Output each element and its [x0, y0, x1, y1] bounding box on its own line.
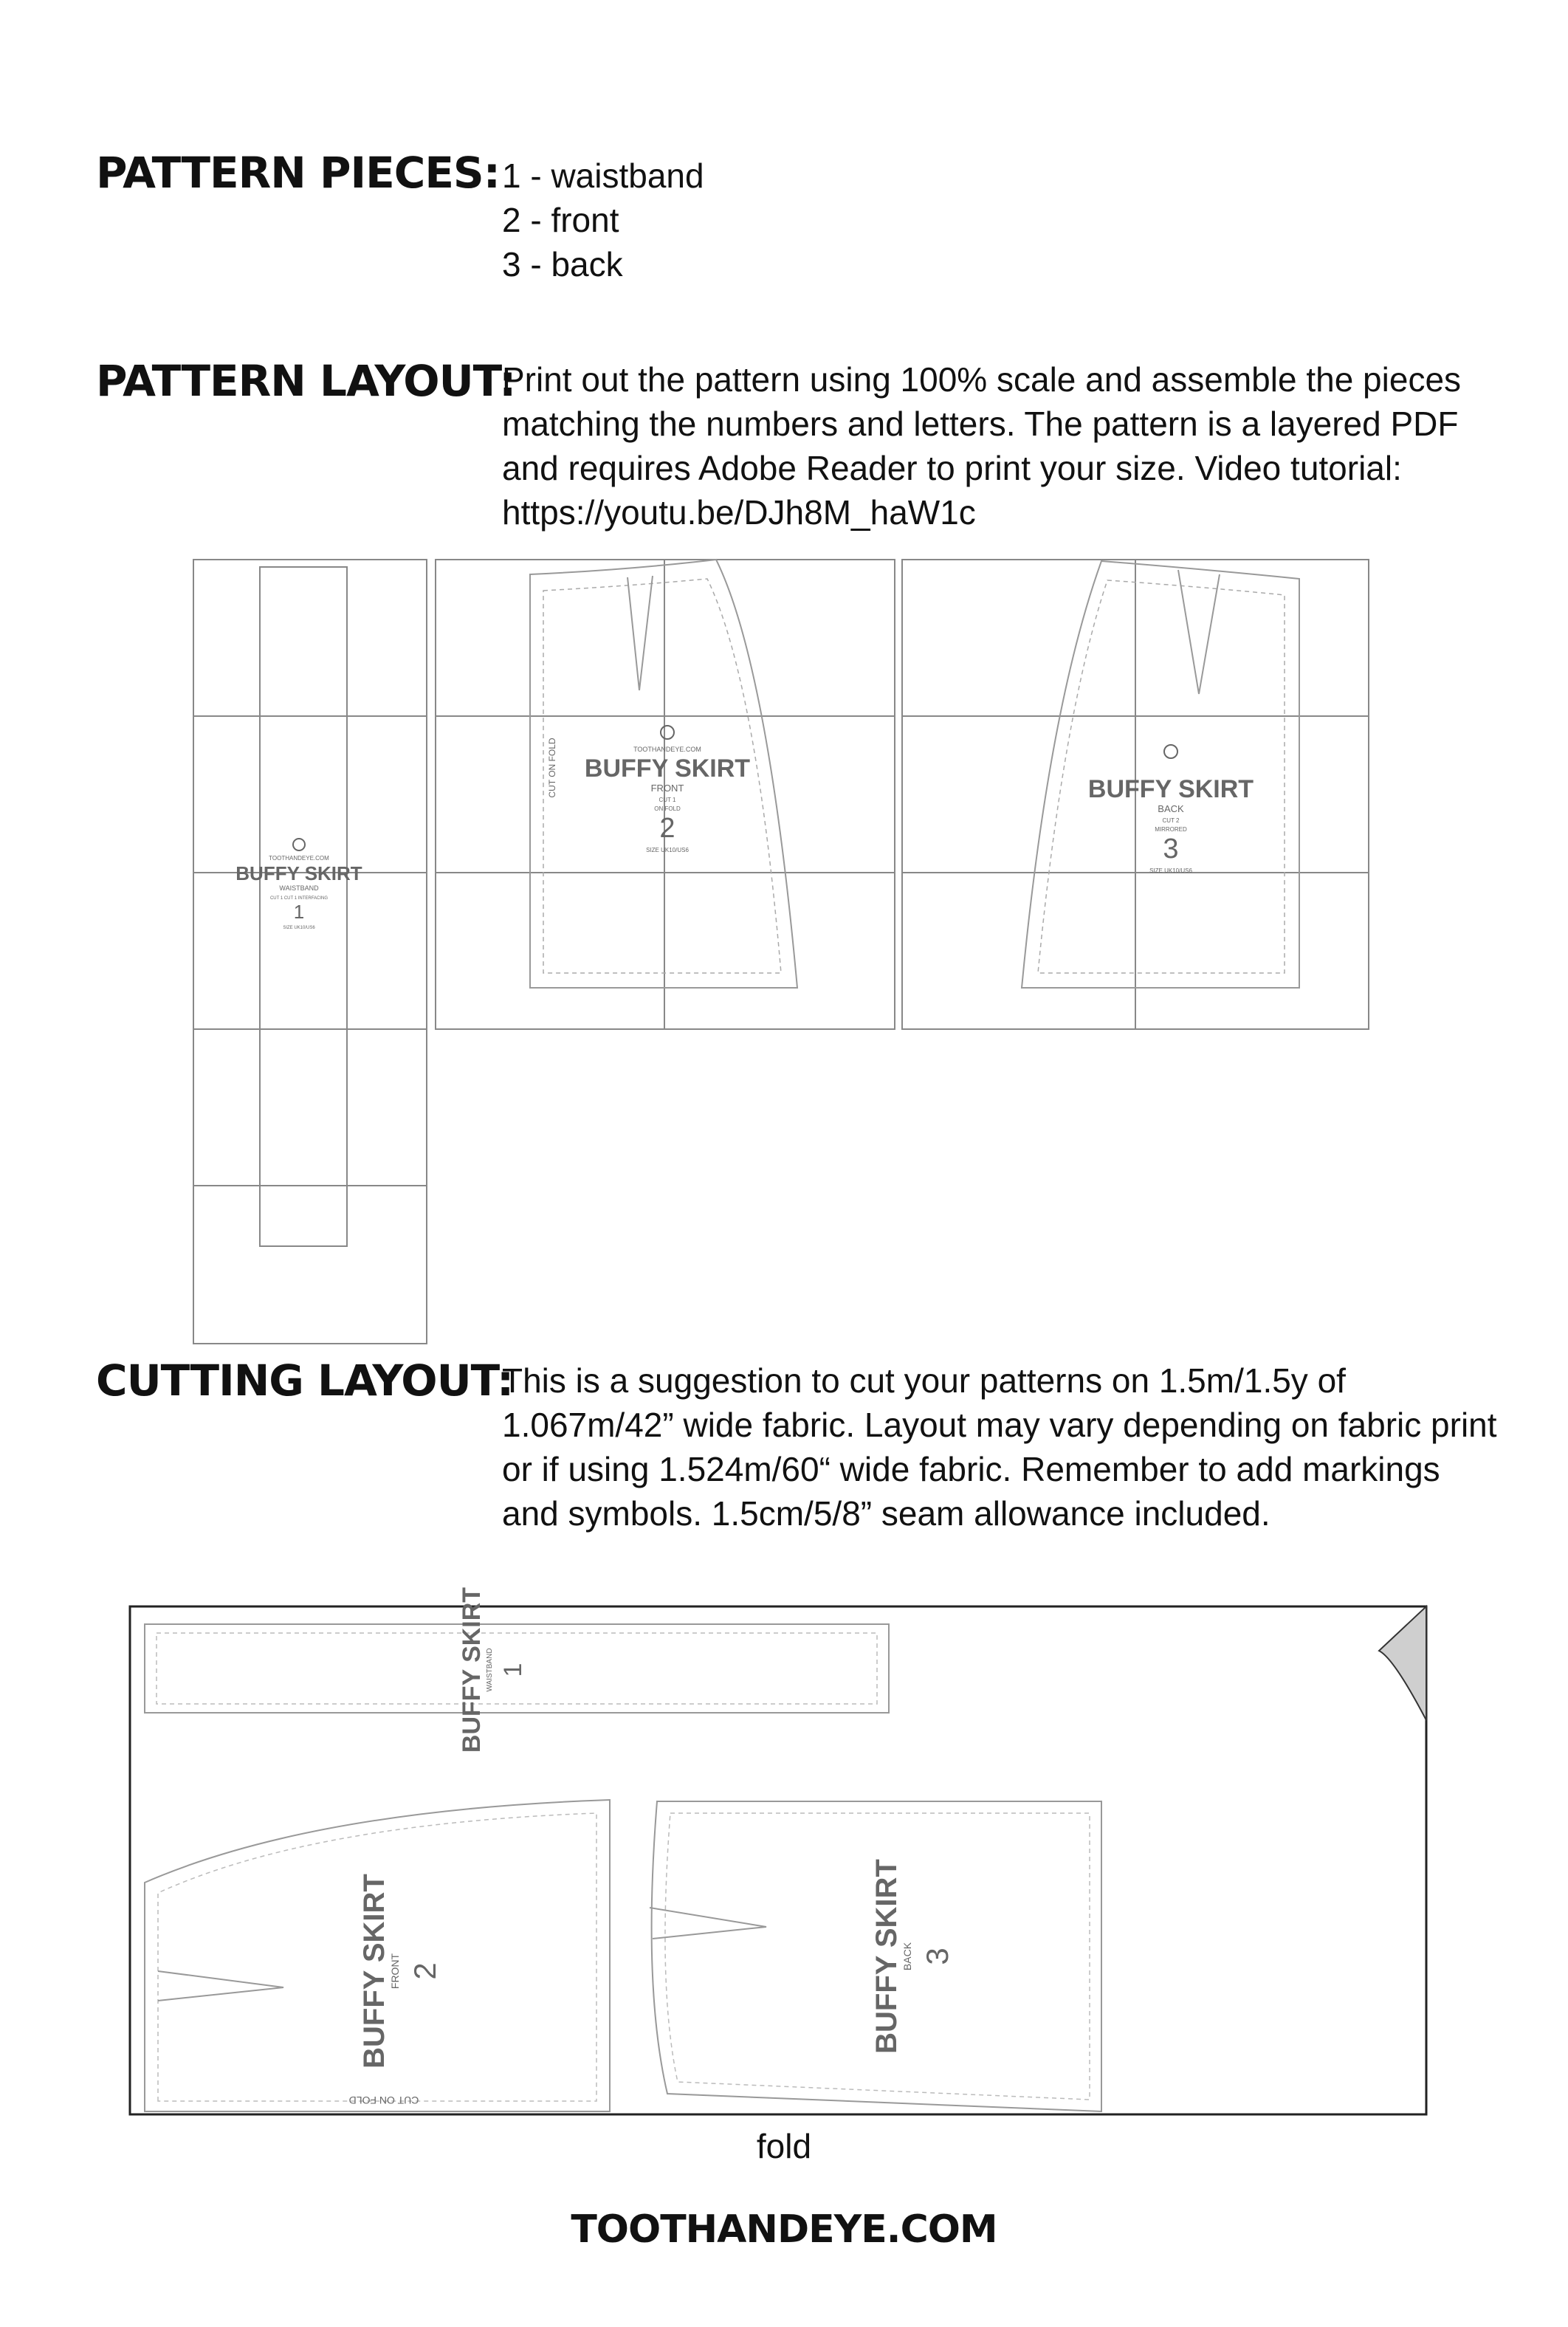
front-site-label: TOOTHANDEYE.COM	[633, 746, 701, 753]
front-dart	[627, 576, 653, 690]
front-cut-on-fold-label: CUT ON FOLD	[547, 738, 557, 798]
front-name-label: FRONT	[650, 783, 684, 794]
cut-front-title: BUFFY SKIRT	[358, 1874, 391, 2069]
front-fold-note: ON FOLD	[654, 805, 681, 812]
logo-icon	[661, 726, 674, 739]
cut-front-fold-label: CUT ON FOLD	[348, 2094, 419, 2106]
back-name-label: BACK	[1158, 803, 1184, 814]
waistband-number: 1	[293, 901, 305, 923]
piece-item-waistband: 1 - waistband	[502, 157, 704, 195]
tile-column-waistband	[193, 560, 427, 1344]
waistband-name-label: WAISTBAND	[279, 884, 319, 892]
pattern-layout-heading: PATTERN LAYOUT:	[96, 356, 516, 406]
cutting-layout-diagram	[0, 1587, 1568, 2119]
waistband-title: BUFFY SKIRT	[235, 862, 362, 884]
piece-item-front: 2 - front	[502, 201, 619, 239]
cut-waistband-title: BUFFY SKIRT	[458, 1587, 486, 1753]
back-number: 3	[1163, 833, 1179, 865]
cut-back-dart	[650, 1908, 766, 1939]
front-number: 2	[659, 813, 675, 844]
waistband-site-label: TOOTHANDEYE.COM	[269, 855, 329, 862]
fabric-outline	[130, 1606, 1426, 2114]
pattern-pieces-heading: PATTERN PIECES:	[96, 148, 500, 198]
front-title: BUFFY SKIRT	[584, 755, 751, 783]
cut-back-number: 3	[920, 1948, 955, 1965]
cut-back-name: BACK	[901, 1942, 913, 1971]
pattern-layout-text: Print out the pattern using 100% scale and assemble the pieces matching the numbers and letters. The pattern is a layered PDF and requires Adobe Reader to print your size. Video tutorial: https://youtu.be/DJh8M_haW1c	[502, 360, 1462, 532]
cutting-layout-heading: CUTTING LAYOUT:	[96, 1355, 514, 1406]
waistband-size-label: SIZE UK10/US6	[283, 926, 315, 930]
logo-icon	[293, 839, 305, 850]
front-cut-label: CUT 1	[659, 797, 676, 803]
cut-front-number: 2	[408, 1962, 442, 1980]
fold-label: fold	[756, 2127, 812, 2165]
fabric-corner-fold-icon	[1379, 1606, 1426, 1720]
cut-front-dart	[158, 1971, 283, 2001]
cut-waistband-name: WAISTBAND	[486, 1648, 494, 1692]
back-size-label: SIZE UK10/US6	[1149, 867, 1192, 874]
front-size-label: SIZE UK10/US6	[646, 847, 689, 853]
back-cut-label: CUT 2	[1162, 817, 1180, 824]
back-mirror-label: MIRRORED	[1155, 826, 1187, 833]
cut-front-name: FRONT	[389, 1953, 401, 1990]
footer-site: TOOTHANDEYE.COM	[571, 2207, 997, 2252]
piece-item-back: 3 - back	[502, 245, 623, 283]
cut-back-title: BUFFY SKIRT	[870, 1859, 903, 2054]
waistband-cut-label: CUT 1 CUT 1 INTERFACING	[269, 896, 329, 901]
back-title: BUFFY SKIRT	[1087, 775, 1254, 803]
cut-waistband-number: 1	[499, 1663, 527, 1677]
logo-icon	[1164, 745, 1177, 758]
cutting-layout-text: This is a suggestion to cut your patterns on 1.5m/1.5y of 1.067m/42” wide fabric. Layout may vary depending on fabric print or if using 1.524m/60“ wide fabric. Remember to add markings and symbols. 1.5cm/5/8” seam allowance included.	[502, 1361, 1497, 1533]
